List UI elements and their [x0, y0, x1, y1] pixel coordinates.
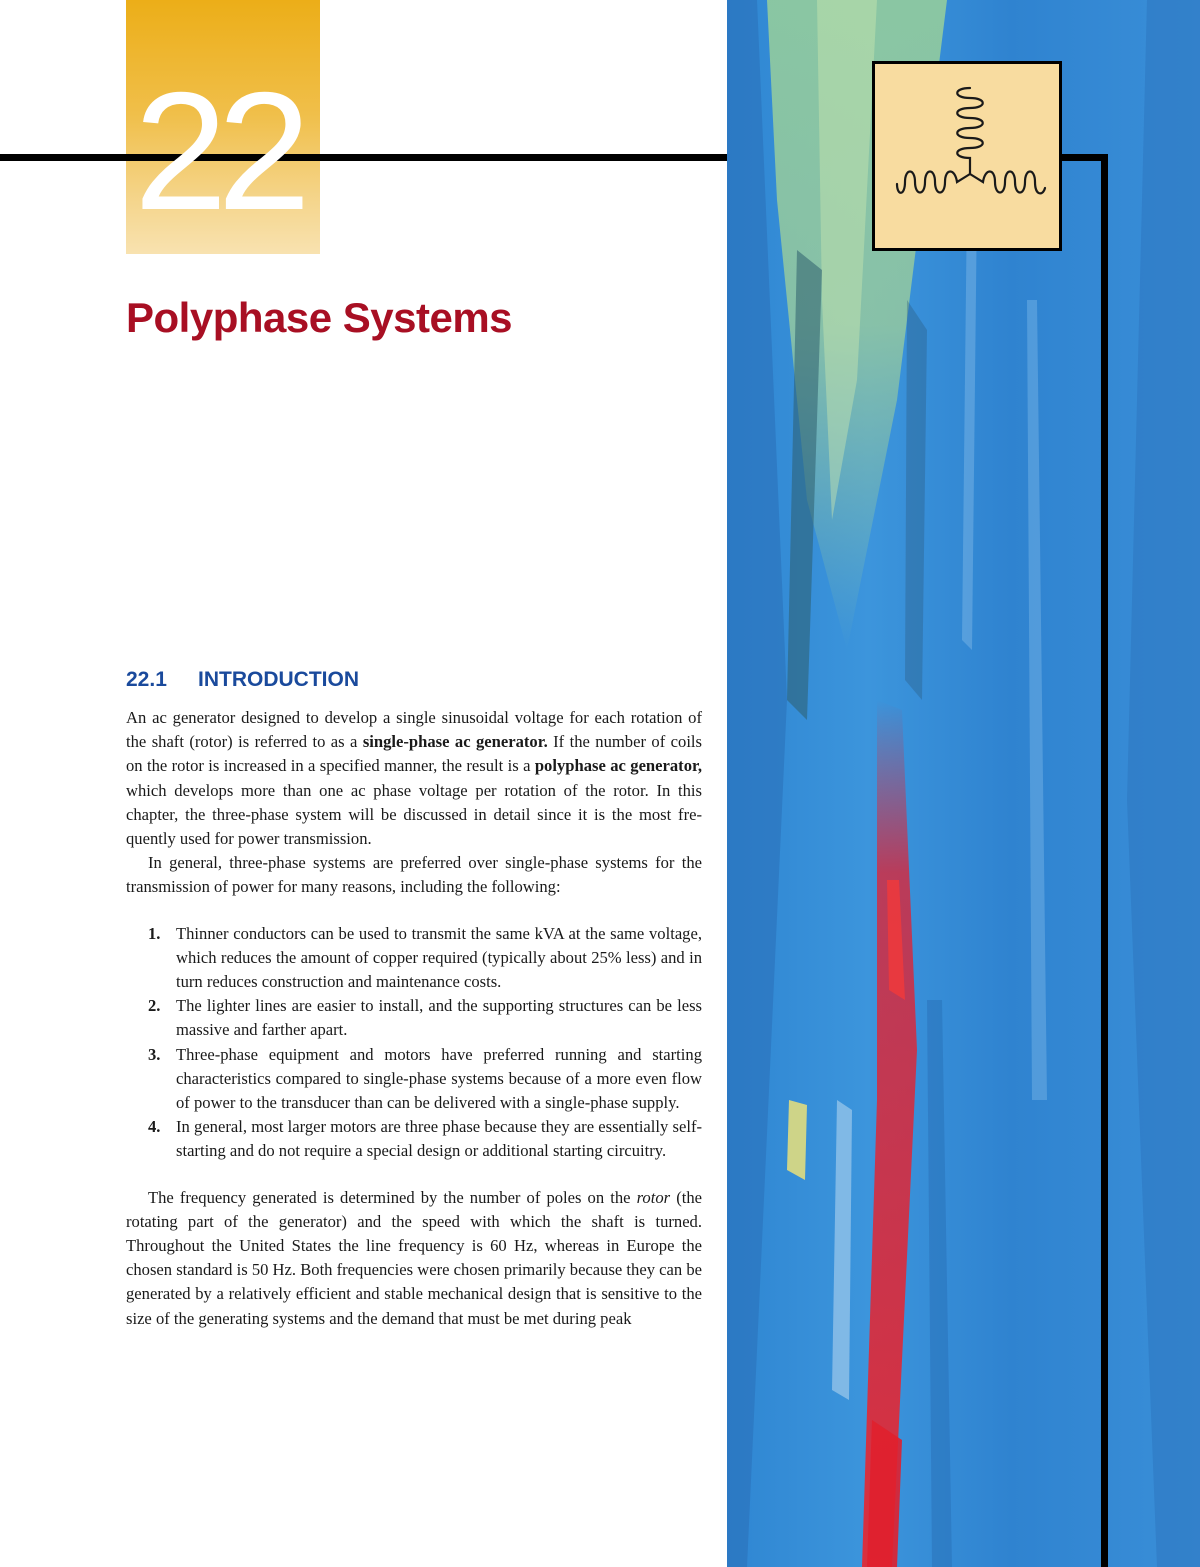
section-heading: [126, 668, 359, 692]
text-run: (the rotating part of the generator) and the speed with which the shaft is turned. Throughout the United States the line frequency is 60 Hz, whereas in Europe the chosen standard is 50 Hz. Both frequencies were chosen primarily because they can be generated by a relatively efficient and stable mechanical design that is sensitive to the size of the generating systems and the demand that must be met during peak: [126, 1187, 702, 1328]
list-item-text: Thinner conductors can be used to transmit the same kVA at the same voltage, which reduces the amount of copper required (typically about 25% less) and in turn reduces construction and maintenance costs.: [176, 923, 702, 992]
section-number: 22.1: [126, 668, 167, 691]
list-item-text: In general, most larger motors are three phase because they are essentially self-starting and do not require a special design or additional starting circuitry.: [176, 1117, 702, 1161]
body-text: [126, 706, 702, 1331]
list-item: [126, 1043, 702, 1116]
three-phase-coil-icon: [875, 64, 1059, 248]
paragraph: [126, 706, 702, 851]
advantages-list: [126, 922, 702, 1164]
section-title: INTRODUCTION: [198, 668, 359, 691]
paragraph: In general, three-phase systems are preferred over single-phase systems for the transmission of power for many reasons, including the following:: [126, 853, 702, 897]
paragraph: [126, 1186, 702, 1331]
term-polyphase: polyphase ac generator,: [534, 756, 702, 776]
text-run: If the number of coils on the rotor is increased in a specified manner, the result is a: [126, 732, 702, 776]
text-run: which develops more than one ac phase voltage per rotation of the rotor. In this chapter, the three-phase system will be discussed in detail since it is the most frequently used for power transmission.: [126, 780, 702, 849]
term-single-phase: single-phase ac generator.: [362, 732, 548, 752]
list-item-text: Three-phase equipment and motors have preferred running and starting characteristics compared to single-phase systems because of a more even flow of power to the transducer than can be delivered with a single-phase supply.: [176, 1044, 702, 1113]
header-rule: [0, 154, 730, 161]
list-marker: 3.: [148, 1044, 161, 1064]
text-run: The frequency generated is determined by the number of poles on the: [148, 1187, 637, 1207]
chapter-icon-box: [872, 61, 1062, 251]
list-marker: 2.: [148, 996, 161, 1016]
chapter-title: Polyphase Systems: [126, 294, 513, 341]
list-item: [126, 1115, 702, 1163]
list-item: [126, 922, 702, 995]
chapter-number: 22: [134, 57, 301, 245]
list-item: [126, 994, 702, 1042]
list-marker: 4.: [148, 1117, 161, 1137]
list-marker: 1.: [148, 923, 161, 943]
frame-rule-right: [1101, 154, 1108, 1567]
text-run: An ac generator designed to develop a single sinusoidal voltage for each rotation of the shaft (rotor) is referred to as a: [126, 708, 702, 752]
list-item-text: The lighter lines are easier to install, and the supporting structures can be less massive and farther apart.: [176, 996, 702, 1040]
term-rotor: rotor: [636, 1187, 671, 1207]
